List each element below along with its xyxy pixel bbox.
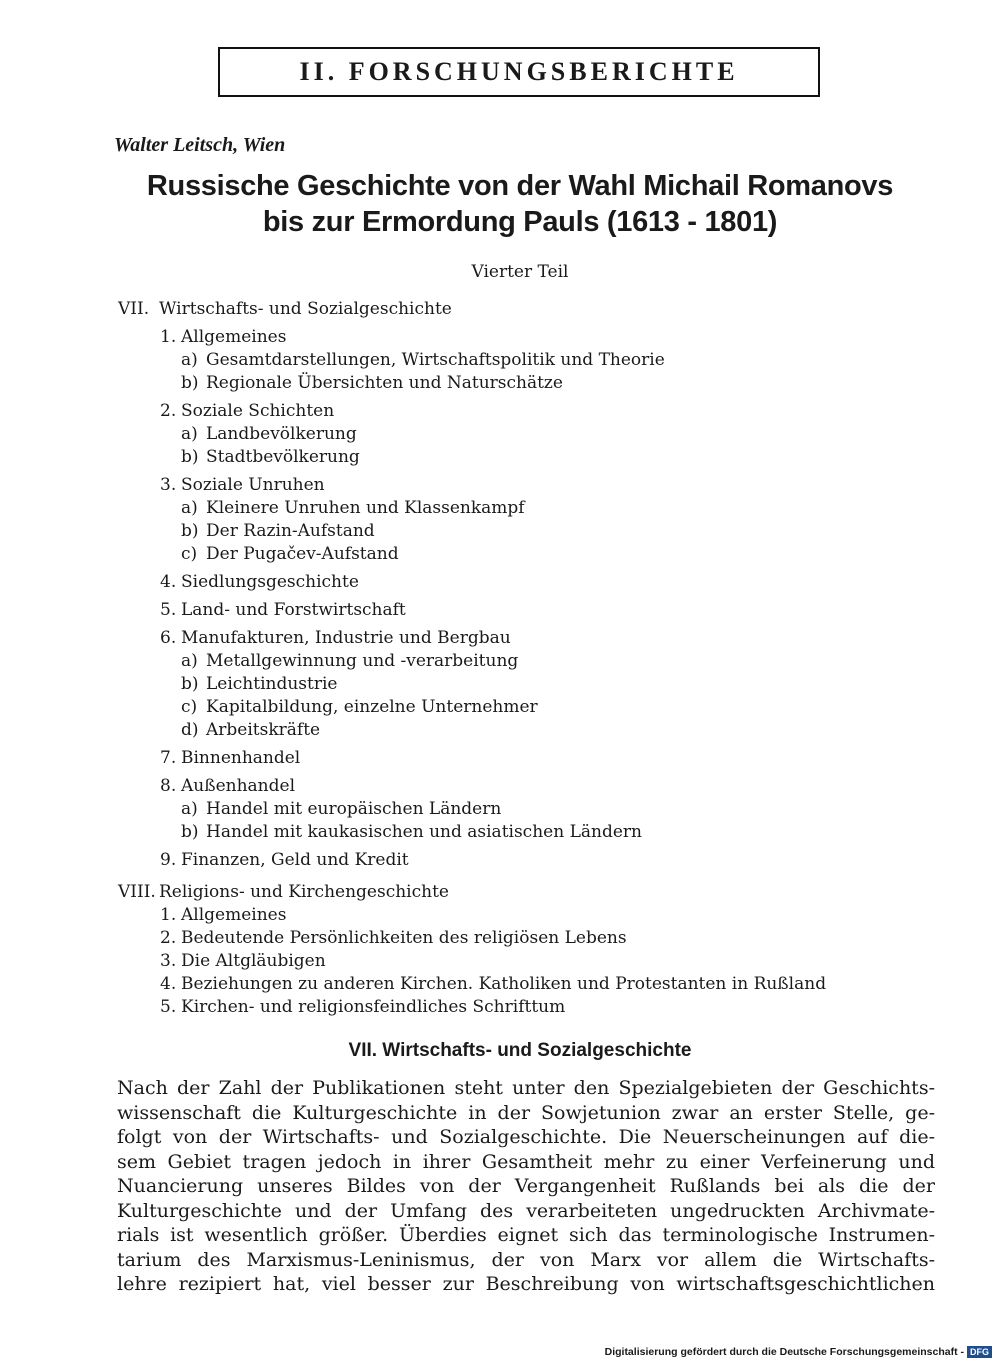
toc-entry-number: 4. <box>160 974 177 994</box>
toc-entry-text: Metallgewinnung und -verarbeitung <box>206 651 519 671</box>
dfg-logo: DFG <box>967 1346 992 1358</box>
toc-entry-text: Landbevölkerung <box>206 424 357 444</box>
toc-entry-text: Handel mit europäischen Ländern <box>206 799 502 819</box>
body-line: folgt von der Wirtschafts- und Sozialgeschichte. Die Neuerscheinungen auf die- <box>117 1126 935 1148</box>
toc-entry <box>181 349 665 371</box>
toc-entry-text: Allgemeines <box>181 905 287 925</box>
section-heading: VII. Wirtschafts- und Sozialgeschichte <box>348 1040 692 1061</box>
toc-entry-number: b) <box>181 373 199 393</box>
toc-entry-text: Die Altgläubigen <box>181 951 326 971</box>
article-title-line-1: Russische Geschichte von der Wahl Michail Romanovs <box>146 170 894 202</box>
toc-entry-number: VII. <box>118 299 150 319</box>
toc-entry-text: Finanzen, Geld und Kredit <box>181 850 409 870</box>
author-line: Walter Leitsch, Wien <box>114 134 286 156</box>
toc-entry-text: Gesamtdarstellungen, Wirtschaftspolitik und Theorie <box>206 350 665 370</box>
toc-entry-text: Wirtschafts- und Sozialgeschichte <box>159 299 452 319</box>
toc-entry-number: 1. <box>160 905 177 925</box>
toc-entry <box>160 326 286 348</box>
toc-entry <box>160 571 359 593</box>
toc-entry <box>118 881 449 903</box>
toc-entry-text: Beziehungen zu anderen Kirchen. Katholiken und Protestanten in Rußland <box>181 974 827 994</box>
toc-entry-number: 3. <box>160 475 177 495</box>
toc-entry-number: a) <box>181 498 198 518</box>
toc-entry-number: a) <box>181 651 198 671</box>
toc-entry-text: Bedeutende Persönlichkeiten des religiösen Lebens <box>181 928 627 948</box>
toc-entry <box>181 821 642 843</box>
toc-entry-number: a) <box>181 424 198 444</box>
toc-entry-text: Der Pugačev-Aufstand <box>206 544 399 564</box>
toc-entry-text: Kleinere Unruhen und Klassenkampf <box>206 498 525 518</box>
toc-entry-number: b) <box>181 447 199 467</box>
toc-entry <box>160 599 406 621</box>
toc-entry <box>181 497 525 519</box>
section-header-label: II. FORSCHUNGSBERICHTE <box>299 57 739 86</box>
toc-entry-number: 2. <box>160 928 177 948</box>
body-line: Nach der Zahl der Publikationen steht unter den Spezialgebieten der Geschichts- <box>117 1077 935 1099</box>
toc-entry-text: Land- und Forstwirtschaft <box>181 600 406 620</box>
toc-entry-number: a) <box>181 350 198 370</box>
toc-entry-number: 2. <box>160 401 177 421</box>
toc-entry <box>160 627 511 649</box>
toc-entry <box>160 747 300 769</box>
toc-entry-text: Außenhandel <box>181 776 296 796</box>
toc-entry-number: VIII. <box>118 882 156 902</box>
toc-entry-number: c) <box>181 697 198 717</box>
toc-entry-text: Regionale Übersichten und Naturschätze <box>206 373 563 393</box>
article-title-line-2: bis zur Ermordung Pauls (1613 - 1801) <box>262 206 778 238</box>
toc-entry-text: Religions- und Kirchengeschichte <box>159 882 449 902</box>
toc-entry-number: b) <box>181 674 199 694</box>
toc-entry <box>160 904 286 926</box>
toc-entry-number: 8. <box>160 776 177 796</box>
toc-entry-number: a) <box>181 799 198 819</box>
toc-entry-text: Manufakturen, Industrie und Bergbau <box>181 628 511 648</box>
toc-entry-text: Leichtindustrie <box>206 674 338 694</box>
toc-entry-text: Soziale Schichten <box>181 401 335 421</box>
toc-entry <box>160 950 326 972</box>
toc-entry-number: b) <box>181 521 199 541</box>
toc-entry-number: 7. <box>160 748 177 768</box>
toc-entry <box>181 798 501 820</box>
toc-entry <box>160 474 325 496</box>
toc-entry-number: 6. <box>160 628 177 648</box>
body-paragraph <box>117 1076 935 1297</box>
toc-entry-text: Kirchen- und religionsfeindliches Schrifttum <box>181 997 566 1017</box>
toc-entry-text: Arbeitskräfte <box>206 720 321 740</box>
toc-entry-number: 1. <box>160 327 177 347</box>
toc-entry-text: Binnenhandel <box>181 748 301 768</box>
body-line: lehre rezipiert hat, viel besser zur Beschreibung von wirtschaftsgeschichtlichen <box>117 1273 935 1295</box>
body-line: sem Gebiet tragen jedoch in ihrer Gesamtheit mehr zu einer Verfeinerung und <box>117 1150 935 1173</box>
toc-entry-number: 9. <box>160 850 177 870</box>
toc-entry <box>160 996 565 1018</box>
toc-entry <box>181 423 357 445</box>
body-line: wissenschaft die Kulturgeschichte in der Sowjetunion zwar an erster Stelle, ge- <box>117 1101 935 1124</box>
toc-entry-text: Allgemeines <box>181 327 287 347</box>
toc-entry <box>181 372 563 394</box>
digitization-footer <box>605 1346 992 1358</box>
toc-entry <box>181 520 375 542</box>
toc-entry-text: Stadtbevölkerung <box>206 447 360 467</box>
toc-entry <box>181 719 320 741</box>
toc-entry-number: c) <box>181 544 198 564</box>
toc-entry-number: 4. <box>160 572 177 592</box>
toc-entry-text: Der Razin-Aufstand <box>206 521 375 541</box>
toc-entry-number: 3. <box>160 951 177 971</box>
toc-entry-text: Kapitalbildung, einzelne Unternehmer <box>206 697 538 717</box>
toc-entry <box>160 775 295 797</box>
body-line: Nuancierung unseres Bildes von der Vergangenheit Rußlands bei als die der <box>117 1175 935 1197</box>
toc-entry-number: 5. <box>160 600 177 620</box>
toc-entry <box>181 446 360 468</box>
toc-entry <box>181 543 399 565</box>
toc-entry-number: 5. <box>160 997 177 1017</box>
footer-text: Digitalisierung gefördert durch die Deutsche Forschungsgemeinschaft - <box>604 1346 964 1358</box>
section-header-box <box>218 47 820 97</box>
toc-entry <box>160 849 409 871</box>
toc-entry <box>181 673 337 695</box>
toc-entry <box>160 973 826 995</box>
toc-entry <box>160 927 627 949</box>
toc-entry <box>118 298 452 320</box>
toc-entry-text: Handel mit kaukasischen und asiatischen Ländern <box>206 822 642 842</box>
toc-entry-text: Soziale Unruhen <box>181 475 325 495</box>
toc-entry <box>181 650 518 672</box>
toc-entry-text: Siedlungsgeschichte <box>181 572 359 592</box>
body-line: rials ist wesentlich größer. Überdies eignet sich das terminologische Instrumen- <box>117 1224 935 1246</box>
body-line: tarium des Marxismus-Leninismus, der von Marx vor allem die Wirtschafts- <box>117 1248 935 1271</box>
body-line: Kulturgeschichte und der Umfang des verarbeiteten ungedruckten Archivmate- <box>117 1199 935 1222</box>
toc-entry <box>160 400 334 422</box>
toc-entry-number: b) <box>181 822 199 842</box>
toc-entry-number: d) <box>181 720 199 740</box>
toc-entry <box>181 696 538 718</box>
article-subtitle: Vierter Teil <box>471 262 569 282</box>
